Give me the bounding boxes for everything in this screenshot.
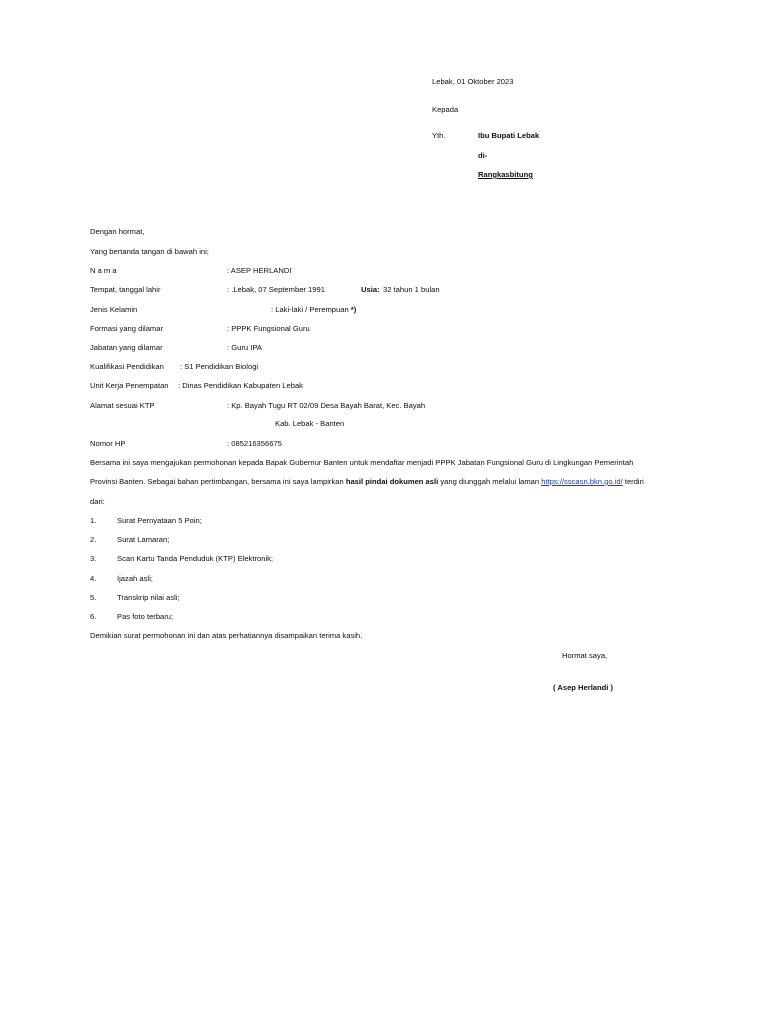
alamat-value: : Kp. Bayah Tugu RT 02/09 Desa Bayah Barat, Kec. Bayah	[227, 401, 426, 410]
ttl-label: Tempat, tanggal lahir	[90, 285, 161, 294]
hp-value: : 085216356675	[227, 439, 282, 448]
list-item-number: 2.	[90, 535, 97, 544]
greeting: Dengan hormat,	[90, 227, 145, 236]
jabatan-label: Jabatan yang dilamar	[90, 343, 163, 352]
unit-label: Unit Kerja Penempatan	[90, 381, 169, 390]
list-item: Transkrip nilai asli;	[117, 593, 180, 602]
list-item-number: 5.	[90, 593, 97, 602]
list-item: Pas foto terbaru;	[117, 612, 174, 621]
ttl-value: : .Lebak, 07 September 1991	[227, 285, 325, 294]
intro-line: Yang bertanda tangan di bawah ini;	[90, 247, 209, 256]
body-line-2-text-a: Provinsi Banten. Sebagai bahan pertimbangan, bersama ini saya lampirkan	[90, 478, 346, 486]
usia-value: 32 tahun 1 bulan	[383, 285, 440, 294]
recipient-name: Ibu Bupati Lebak	[478, 131, 540, 140]
jk-label: Jenis Kelamin	[90, 305, 138, 314]
alamat-label: Alamat sesuai KTP	[90, 401, 155, 410]
list-item-number: 1.	[90, 516, 97, 525]
body-line-3: dari:	[90, 497, 105, 506]
nama-value: : ASEP HERLANDI	[227, 266, 292, 275]
jk-footnote-mark: *)	[350, 305, 357, 314]
body-line-2	[90, 478, 680, 486]
recipient-di: di-	[478, 151, 488, 160]
recipient-city: Rangkasbitung	[478, 170, 533, 179]
body-line-2-text-c: terdiri	[622, 478, 644, 486]
body-line-1: Bersama ini saya mengajukan permohonan kepada Bapak Gubernur Banten untuk mendaftar menjadi PPPK Jabatan Fungsional Guru di Lingkungan Pemerintah	[90, 459, 634, 467]
jk-options: : Laki-laki / Perempuan	[271, 305, 351, 314]
closing-line: Demikian surat permohonan ini dan atas perhatiannya disampaikan terima kasih.	[90, 631, 363, 640]
usia-label: Usia:	[361, 285, 380, 294]
list-item: Ijazah asli;	[117, 574, 153, 583]
body-line-2-bold: hasil pindai dokumen asli	[345, 478, 439, 486]
nama-label: N a m a	[90, 266, 117, 275]
jabatan-value: : Guru IPA	[227, 343, 262, 352]
list-item: Surat Lamaran;	[117, 535, 170, 544]
kualifikasi-label: Kualifikasi Pendidikan	[90, 362, 164, 371]
body-line-2-text-b: yang diunggah melalui laman	[438, 478, 542, 486]
hp-label: Nomor HP	[90, 439, 126, 448]
list-item-number: 3.	[90, 554, 97, 563]
formasi-label: Formasi yang dilamar	[90, 324, 164, 333]
kepada-label: Kepada	[432, 105, 459, 114]
list-item-number: 4.	[90, 574, 97, 583]
kualifikasi-value: : S1 Pendidikan Biologi	[180, 362, 259, 371]
list-item: Scan Kartu Tanda Penduduk (KTP) Elektronik;	[117, 554, 274, 563]
yth-label: Yth.	[432, 131, 446, 140]
alamat-value-line2: Kab. Lebak - Banten	[275, 419, 345, 428]
formasi-value: : PPPK Fungsional Guru	[227, 324, 310, 333]
jk-value	[271, 306, 356, 314]
sscasn-link[interactable]: https://sscasn.bkn.go.id/	[541, 478, 623, 486]
letter-date: Lebak, 01 Oktober 2023	[432, 77, 514, 86]
unit-value: : Dinas Pendidikan Kabupaten Lebak	[178, 381, 303, 390]
signature-salutation: Hormat saya,	[562, 651, 608, 660]
list-item-number: 6.	[90, 612, 97, 621]
list-item: Surat Pernyataan 5 Poin;	[117, 516, 202, 525]
signature-name: ( Asep Herlandi )	[553, 683, 614, 692]
